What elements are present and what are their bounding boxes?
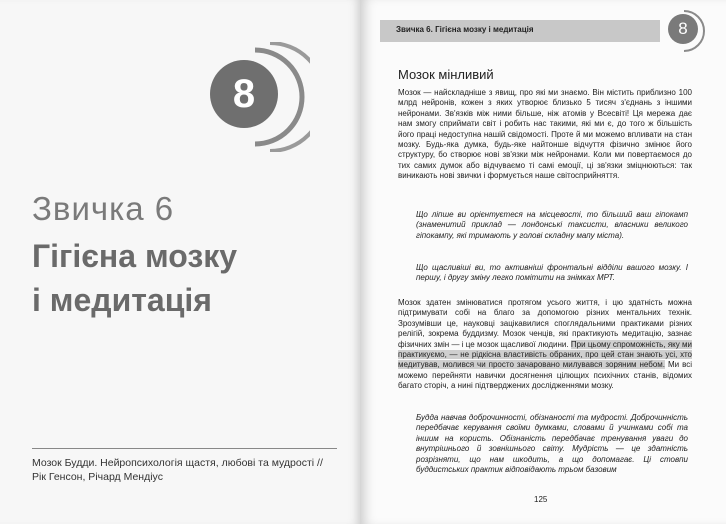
- section-title: Мозок мінливий: [398, 67, 494, 82]
- page-number: 125: [534, 495, 548, 504]
- paragraph-2-highlight: При цьому спроможність, яку ми практикуємо, — не рідкісна властивість обраних, про цей стан знають усі, хто медитував, молився чи просто зачаровано милувався зоряним небом.: [398, 339, 692, 370]
- book-reference: Мозок Будди. Нейропсихологія щастя, любові та мудрості // Рік Генсон, Річард Мендіус: [32, 457, 323, 483]
- paragraph-1: Мозок — найскладніше з явищ, про які ми знаємо. Він містить приблизно 100 млрд нейронів, кожен з яких утворює близько 5 тисяч з'єднань з іншими нейронами. Зв'язків між ними більше, ніж атомів у Всесвіті! Ця мережа дає нам змогу сприймати світ і робить нас такими, які ми є, до того ж більшість його праці недоступна нашій свідомості. Проте й ми можемо впливати на стан мозку. Будь-яка думка, будь-яке найтонше відчуття фізично змінює його структуру, бо створює нові зв'язки між нейронами. Коли ми повертаємося до тих самих думок або відчуваємо ті самі емоції, ці зв'язки зміцнюються: так виникають нові звички і формується наше світосприйняття.: [398, 88, 692, 181]
- quote-1: Що ліпше ви орієнтуєтеся на місцевості, то більший ваш гіпокамп (знаменитий приклад — лондонські таксисти, власники великого гіпокампу, які тримають у голові складну мапу міста).: [416, 210, 688, 240]
- reference-divider: [32, 448, 337, 449]
- paragraph-2-end: Ми всі можемо перейняти навички досягнення цілющих психічних станів, відомих багато сторіч, а нині підтверджених дослідженнями мозку.: [398, 360, 693, 391]
- paragraph-2: [398, 298, 692, 392]
- habit-label: Звичка 6: [32, 190, 175, 227]
- running-head-bar: [380, 20, 660, 42]
- right-page: [360, 0, 726, 524]
- left-page: [0, 0, 360, 524]
- quote-2: Що щасливіші ви, то активніші фронтальні відділи вашого мозку. І першу, і другу зміну легко помітити на знімках МРТ.: [416, 263, 688, 283]
- chapter-title-line1: Гігієна мозку: [32, 238, 238, 274]
- running-head-text: Звичка 6. Гігієна мозку і медитація: [396, 25, 534, 34]
- quote-3: Будда навчав доброчинності, обізнаності та мудрості. Доброчинність передбачає керування своїми думками, словами й учинками собі та іншим на користь. Обізнаність передбачає тренування уваги до внутрішнього й зовнішнього світу. Мудрість — це здатність розрізняти, що нам шкодить, а що допомагає. Ці стовпи буддистських практик відповідають трьом базовим: [416, 413, 688, 475]
- chapter-number-badge: 8: [210, 60, 278, 128]
- chapter-title: [32, 234, 352, 322]
- chapter-number-small-badge: 8: [668, 14, 698, 44]
- chapter-title-line2: і медитація: [32, 282, 212, 318]
- paragraph-2-start: Мозок здатен змінюватися протягом усього життя, і цю здатність можна підтримувати собі на благо за допомогою різних ментальних технік. Зрозумівши це, науковці зацікавилися споглядальними практиками різних релігій, зокрема буддизму. Мозок ченців, які практикують медитацію, зазнає фізичних змін — і це мозок щасливої людини.: [398, 298, 692, 349]
